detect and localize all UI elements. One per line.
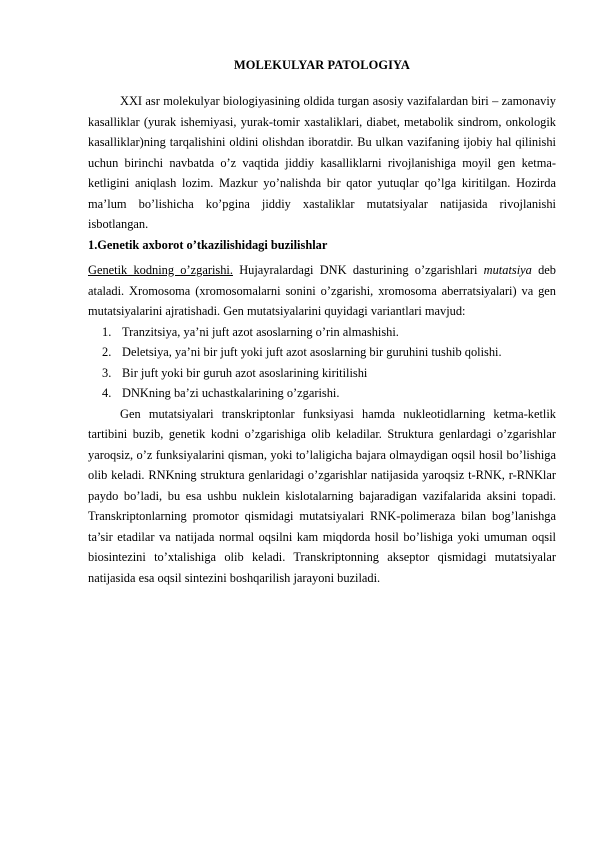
paragraph-text: deb ataladi. Xromosoma (xromosomalarni sonini o’zgarishi, xromosoma aberratsiyalari) va gen mutatsiyalarini ajratishadi. Gen mutatsiyalarini quyidagi variantlari mavjud:: [88, 263, 556, 318]
list-item-text: Tranzitsiya, ya’ni juft azot asoslarning o’rin almashishi.: [122, 324, 399, 339]
section-heading: 1.Genetik axborot o’tkazilishidagi buzilishlar: [88, 237, 328, 252]
list-number: 4.: [102, 386, 112, 400]
list-item: [88, 322, 556, 343]
list-item-text: Deletsiya, ya’ni bir juft yoki juft azot asoslarning bir guruhini tushib qolishi.: [122, 345, 502, 359]
list-item: [88, 363, 556, 384]
underlined-lead: Genetik kodning o’zgarishi.: [88, 263, 233, 277]
list-item-text: Bir juft yoki bir guruh azot asoslarining kiritilishi: [122, 365, 368, 380]
paragraph-text: Hujayralardagi DNK dasturining o’zgarishlari: [232, 263, 484, 277]
list-item: [88, 383, 556, 404]
intro-paragraph: XXI asr molekulyar biologiyasining oldida turgan asosiy vazifalardan biri – zamonaviy kasalliklar (yurak ishemiyasi, yurak-tomir xastaliklari, diabet, metabolik sindrom, onkologik kasalliklar)ning tarqalishini oldini olishdan iboratdir. Bu ulkan vazifaning ijobiy hal qilinishi uchun birinchi navbatda o’z vaqtida jiddiy kasalliklarni rivojlanishiga moyil gen ketma-ketligini aniqlash lozim. Mazkur yo’nalishda bir qator yutuqlar qo’lga kiritilgan. Hozirda ma’lum bo’lishicha ko’pgina jiddiy xastaliklar mutatsiyalar natijasida rivojlanishi isbotlangan.: [88, 94, 556, 231]
list-number: 3.: [102, 365, 112, 380]
gene-mutations-paragraph: Gen mutatsiyalari transkriptonlar funksiyasi hamda nukleotidlarning ketma-ketlik tartibini buzib, genetik kodni o’zgarishiga olib keladilar. Struktura genlardagi o’zgarishlar yaroqsiz, o’z funksiyalarini qisman, yoki to’laligicha bajara olmaydigan oqsil hosil bo’lishiga olib keladi. RNKning struktura genlaridagi o’zgarishlar natijasida yaroqsiz t-RNK, r-RNKlar paydo bo’ladi, bu esa ushbu nuklein kislotalarning bajaradigan vazifalarida aksini topadi. Transkriptonlarning promotor qismidagi mutatsiyalari RNK-polimeraza bilan bog’lanishga ta’sir etadilar va natijada normal oqsilni kam miqdorda hosil bo’lishiga yoki umuman oqsil biosintezini to’xtalishiga olib keladi. Transkriptonning akseptor qismidagi mutatsiyalar natijasida esa oqsil sintezini boshqarilish jarayoni buziladi.: [88, 406, 556, 585]
list-number: 1.: [102, 324, 112, 339]
mutation-variants-list: [88, 322, 556, 404]
genetic-code-paragraph: [88, 260, 556, 322]
list-number: 2.: [102, 345, 112, 359]
italic-term: mutatsiya: [483, 263, 532, 277]
page-title: MOLEKULYAR PATOLOGIYA: [234, 58, 410, 72]
list-item: [88, 342, 556, 363]
list-item-text: DNKning ba’zi uchastkalarining o’zgarishi.: [122, 386, 340, 400]
